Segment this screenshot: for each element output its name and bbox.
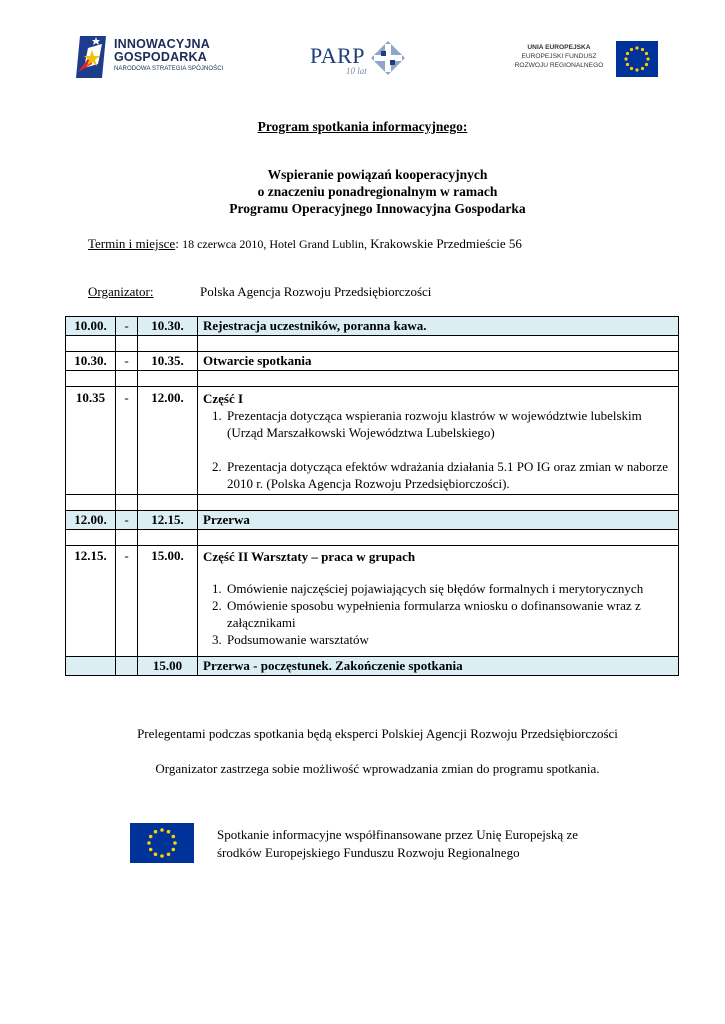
time-dash: - [116, 511, 138, 530]
parp-logo-mark-icon [370, 40, 406, 76]
time-start: 12.00. [66, 511, 116, 530]
list-item: 2. Omówienie sposobu wypełnienia formularza wniosku o dofinansowanie wraz z załącznikami [225, 597, 673, 631]
page-title: Program spotkania informacyjnego: [257, 119, 468, 134]
list-item: 1. Prezentacja dotycząca wspierania rozwoju klastrów w województwie lubelskim (Urząd Marszałkowski Województwa Lubelskiego) [225, 407, 673, 441]
item-description: Część II Warsztaty – praca w grupach [203, 549, 416, 564]
eu-flag-icon [130, 823, 194, 863]
schedule-row [66, 511, 679, 530]
spacer-row [66, 495, 679, 511]
ig-logo-line2: GOSPODARKA [114, 50, 207, 64]
venue-address: Krakowskie Przedmieście 56 [370, 236, 522, 251]
time-start: 10.00. [66, 317, 116, 336]
parp-logo [308, 38, 408, 82]
list-item: 3. Podsumowanie warsztatów [225, 631, 673, 648]
time-start: 10.30. [66, 352, 116, 371]
time-dash: - [116, 317, 138, 336]
innowacyjna-gospodarka-logo [76, 34, 226, 80]
time-start: 12.15. [66, 546, 116, 657]
speakers-note: Prelegentami podczas spotkania będą eksperci Polskiej Agencji Rozwoju Przedsiębiorczości [137, 726, 618, 741]
venue-date-place: 18 czerwca 2010, Hotel Grand Lublin, [182, 237, 368, 251]
spacer-row [66, 336, 679, 352]
eu-logo-line2: EUROPEJSKI FUNDUSZ [521, 53, 597, 60]
cofinancing-note [217, 826, 578, 862]
time-start: 10.35 [66, 387, 116, 495]
item-description: Przerwa [198, 511, 679, 530]
schedule-table [65, 316, 679, 676]
ig-logo-line1: INNOWACYJNA [114, 37, 210, 51]
venue-line [88, 236, 522, 252]
eu-logo-line1: UNIA EUROPEJSKA [527, 44, 591, 51]
item-description-cell [198, 387, 679, 495]
schedule-row [66, 546, 679, 657]
schedule-row [66, 657, 679, 676]
schedule-row [66, 387, 679, 495]
eu-flag-icon [616, 41, 658, 77]
ig-logo-mark-icon [76, 34, 112, 80]
time-end: 10.35. [138, 352, 198, 371]
item-description: Część I [203, 391, 244, 406]
schedule-row [66, 317, 679, 336]
eu-header-logo [506, 40, 660, 80]
time-end: 12.00. [138, 387, 198, 495]
item-description-cell [198, 546, 679, 657]
workshop-list [203, 580, 673, 648]
time-end: 15.00 [138, 657, 198, 676]
parp-logo-name: PARP [310, 43, 366, 68]
time-end: 12.15. [138, 511, 198, 530]
time-dash: - [116, 387, 138, 495]
schedule-row [66, 352, 679, 371]
subtitle-line1: Wspieranie powiązań kooperacyjnych [267, 167, 488, 182]
item-description: Przerwa - poczęstunek. Zakończenie spotkania [198, 657, 679, 676]
list-item: 2. Prezentacja dotycząca efektów wdrażania działania 5.1 PO IG oraz zmian w naborze 2010 r. (Polska Agencja Rozwoju Przedsiębiorczości). [225, 458, 673, 492]
item-description: Rejestracja uczestników, poranna kawa. [198, 317, 679, 336]
venue-label: Termin i miejsce [88, 236, 176, 251]
event-subtitle [0, 166, 725, 217]
time-dash: - [116, 546, 138, 657]
organizer-line [88, 284, 432, 300]
item-description: Otwarcie spotkania [198, 352, 679, 371]
agenda-list [203, 407, 673, 492]
cofinancing-line1: Spotkanie informacyjne współfinansowane przez Unię Europejską ze [217, 827, 578, 842]
eu-logo-line3: ROZWOJU REGIONALNEGO [514, 62, 604, 69]
organizer-label: Organizator: [88, 284, 154, 299]
subtitle-line3: Programu Operacyjnego Innowacyjna Gospodarka [229, 201, 526, 216]
time-end: 15.00. [138, 546, 198, 657]
parp-logo-tagline: 10 lat [346, 66, 367, 76]
disclaimer-note: Organizator zastrzega sobie możliwość wprowadzania zmian do programu spotkania. [155, 761, 600, 776]
time-dash: - [116, 352, 138, 371]
time-end: 10.30. [138, 317, 198, 336]
venue-colon: : [175, 236, 179, 251]
list-item: 1. Omówienie najczęściej pojawiających się błędów formalnych i merytorycznych [225, 580, 673, 597]
spacer-row [66, 371, 679, 387]
ig-logo-line3: NARODOWA STRATEGIA SPÓJNOŚCI [114, 66, 224, 72]
organizer-value: Polska Agencja Rozwoju Przedsiębiorczości [200, 284, 432, 299]
spacer-row [66, 530, 679, 546]
subtitle-line2: o znaczeniu ponadregionalnym w ramach [257, 184, 498, 199]
cofinancing-line2: środków Europejskiego Funduszu Rozwoju Regionalnego [217, 845, 520, 860]
